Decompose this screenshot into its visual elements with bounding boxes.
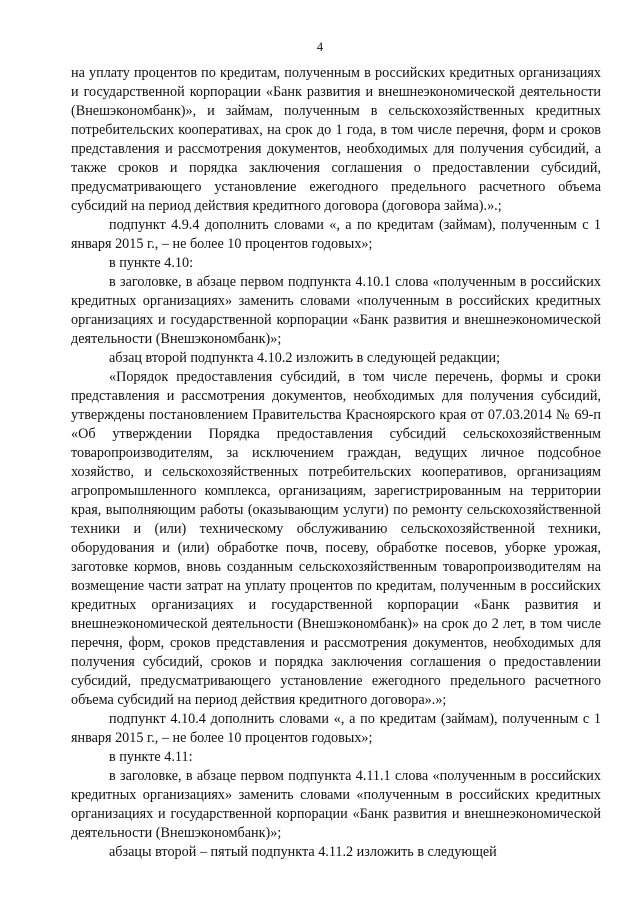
- page-number: 4: [316, 40, 324, 54]
- paragraph: абзац второй подпункта 4.10.2 изложить в следующей редакции;: [109, 350, 501, 366]
- paragraph: в заголовке, в абзаце первом подпункта 4.11.1 слова «полученным в российских кредитных организациях» заменить словами «полученным в российских кредитных организациях и государственной корпорации «Банк развития и внешнеэкономической деятельности (Внешэкономбанк)»;: [71, 768, 601, 841]
- paragraph: «Порядок предоставления субсидий, в том числе перечень, формы и сроки представления и рассмотрения документов, необходимых для получения субсидий, утверждены постановлением Правительства Красноярского края от 07.03.2014 № 69-п «Об утверждении Порядка предоставления субсидий сельскохозяйственным товаропроизводителям, за исключением граждан, ведущих личное подсобное хозяйство, и сельскохозяйственных потребительских кооперативов, организациям агропромышленного комплекса, организациям, зарегистрированным на территории края, выполняющим работы (оказывающим услуги) по ремонту сельскохозяйственной техники и (или) техническому обслуживанию сельскохозяйственной техники, оборудования и (или) обработке почв, посеву, обработке посевов, уборке урожая, заготовке кормов, вновь созданным сельскохозяйственным товаропроизводителям на возмещение части затрат на уплату процентов по кредитам, полученным в российских кредитных организациях и государственной корпорации «Банк развития и внешнеэкономической деятельности (Внешэкономбанк)» на срок до 2 лет, в том числе перечня, форм, сроков представления и рассмотрения документов, необходимых для получения субсидий, сроков и порядка заключения соглашения о предоставлении субсидий, предусматривающего установление ежегодного предельного расчетного объема субсидий на период действия кредитного договора».»;: [71, 369, 601, 708]
- paragraph: абзацы второй – пятый подпункта 4.11.2 изложить в следующей: [109, 844, 497, 860]
- paragraph: в пункте 4.11:: [109, 749, 193, 765]
- paragraph: подпункт 4.10.4 дополнить словами «, а по кредитам (займам), полученным с 1 января 2015 г., – не более 10 процентов годовых»;: [71, 711, 601, 746]
- document-body: [71, 64, 601, 862]
- paragraph: в пункте 4.10:: [109, 255, 194, 271]
- paragraph: подпункт 4.9.4 дополнить словами «, а по кредитам (займам), полученным с 1 января 2015 г., – не более 10 процентов годовых»;: [71, 217, 601, 252]
- paragraph: в заголовке, в абзаце первом подпункта 4.10.1 слова «полученным в российских кредитных организациях» заменить словами «полученным в российских кредитных организациях и государственной корпорации «Банк развития и внешнеэкономической деятельности (Внешэкономбанк)»;: [71, 274, 601, 347]
- paragraph: на уплату процентов по кредитам, полученным в российских кредитных организациях и государственной корпорации «Банк развития и внешнеэкономической деятельности (Внешэкономбанк)», и займам, полученным в сельскохозяйственных кредитных потребительских кооперативах, на срок до 1 года, в том числе перечня, форм и сроков представления и рассмотрения документов, необходимых для получения субсидий, а также сроков и порядка заключения соглашения о предоставлении субсидий, предусматривающего установление ежегодного предельного расчетного объема субсидий на период действия кредитного договора (договора займа).».;: [71, 65, 601, 214]
